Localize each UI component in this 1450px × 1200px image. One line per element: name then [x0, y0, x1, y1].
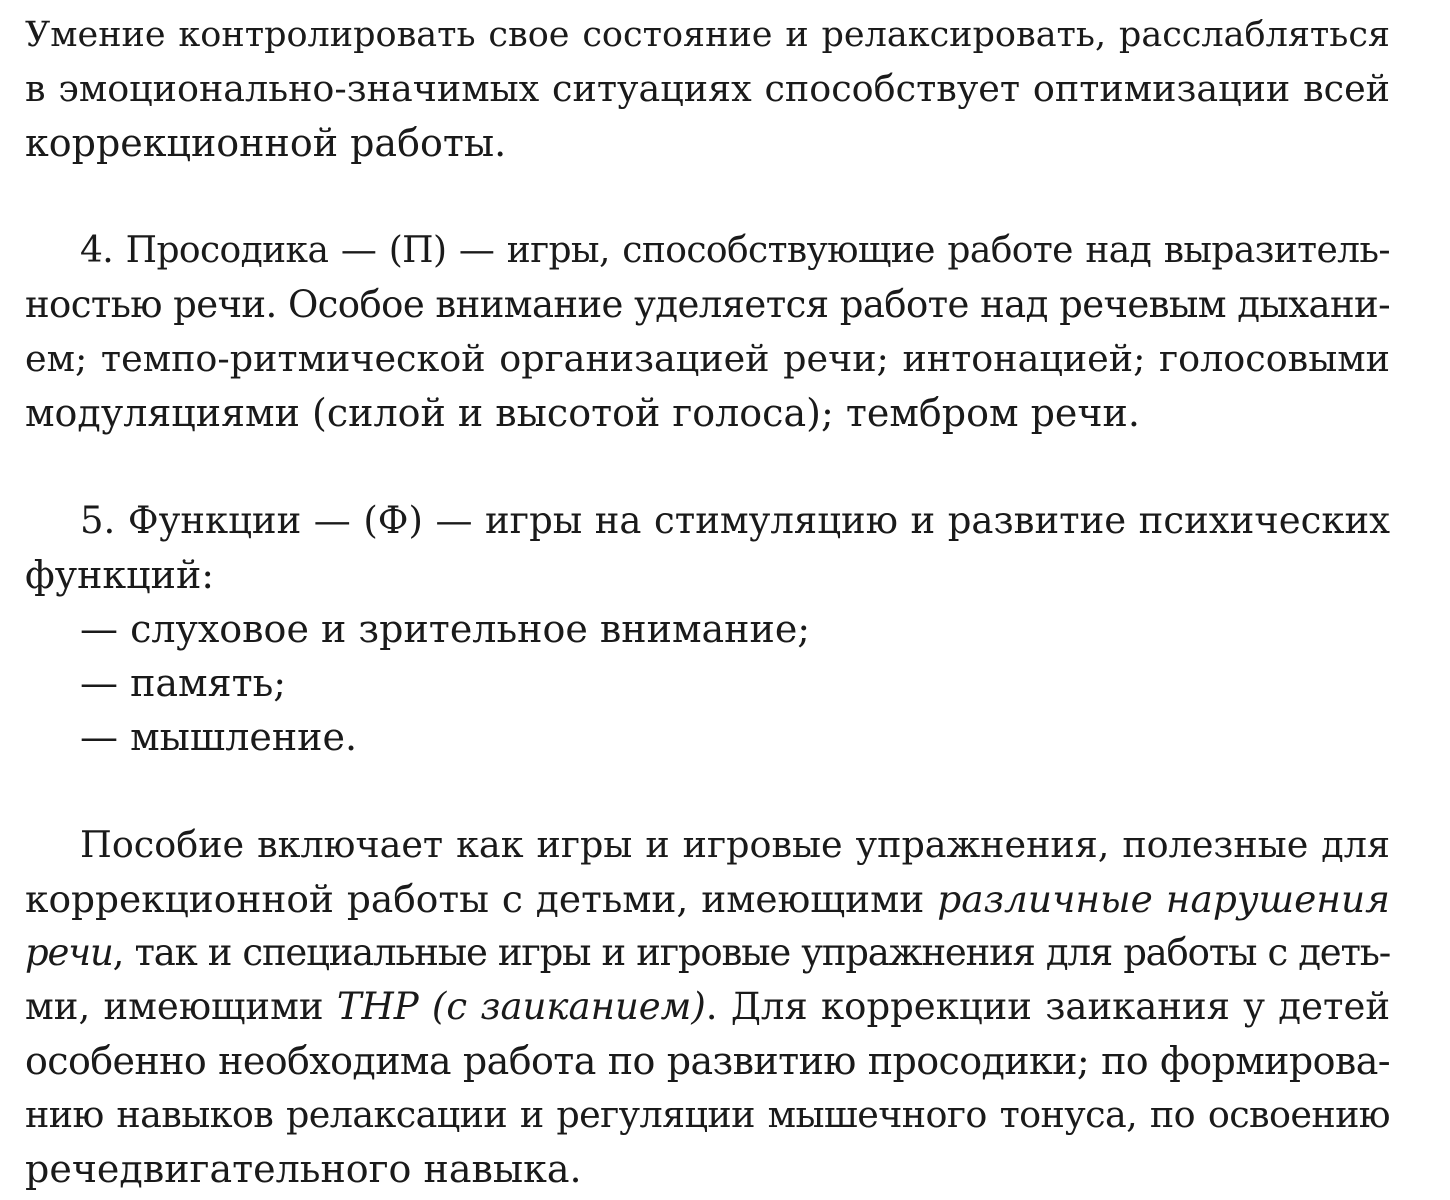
final-line-3	[25, 926, 1390, 980]
intro-line-1: Умение контролировать свое состояние и релаксировать, расслабляться	[25, 15, 1390, 55]
item-4-line-4: модуляциями (силой и высотой голоса); тембром речи.	[25, 391, 1140, 435]
list-item: — слуховое и зрительное внимание;	[80, 607, 811, 651]
intro-line-3: коррекционной работы.	[25, 121, 507, 165]
final-line-1: Пособие включает как игры и игровые упражнения, полезные для	[80, 823, 1390, 866]
final-line-4-text-a: ми, имеющими	[25, 985, 337, 1028]
final-line-3-text: , так и специальные игры и игровые упражнения для работы с деть-	[112, 931, 1390, 974]
final-line-4-text-b: . Для коррекции заикания у детей	[705, 985, 1390, 1028]
final-line-7: речедвигательного навыка.	[25, 1147, 582, 1191]
item-5-line-1: 5. Функции — (Ф) — игры на стимуляцию и развитие психических	[80, 499, 1390, 542]
list-item: — мышление.	[80, 715, 358, 759]
item-4-line-3: ем; темпо-ритмической организацией речи; интонацией; голосовыми	[25, 337, 1390, 380]
item-5-line-2: функций:	[25, 553, 215, 597]
final-line-6: нию навыков релаксации и регуляции мышечного тонуса, по освоению	[25, 1093, 1390, 1136]
final-line-2	[25, 872, 1390, 926]
item-4-line-2: ностью речи. Особое внимание уделяется работе над речевым дыхани-	[25, 283, 1390, 326]
final-line-5: особенно необходима работа по развитию просодики; по формирова-	[25, 1039, 1390, 1083]
final-line-4	[25, 980, 1390, 1034]
final-line-3-italic: речи	[25, 931, 113, 974]
item-4-line-1: 4. Просодика — (П) — игры, способствующие работе над выразитель-	[80, 230, 1390, 271]
final-line-2-text: коррекционной работы с детьми, имеющими	[25, 877, 938, 921]
list-item: — память;	[80, 661, 287, 705]
intro-line-2: в эмоционально-значимых ситуациях способствует оптимизации всей	[25, 67, 1390, 110]
final-line-4-italic: ТНР (с заиканием)	[336, 985, 706, 1028]
final-line-2-italic: различные нарушения	[937, 877, 1390, 921]
